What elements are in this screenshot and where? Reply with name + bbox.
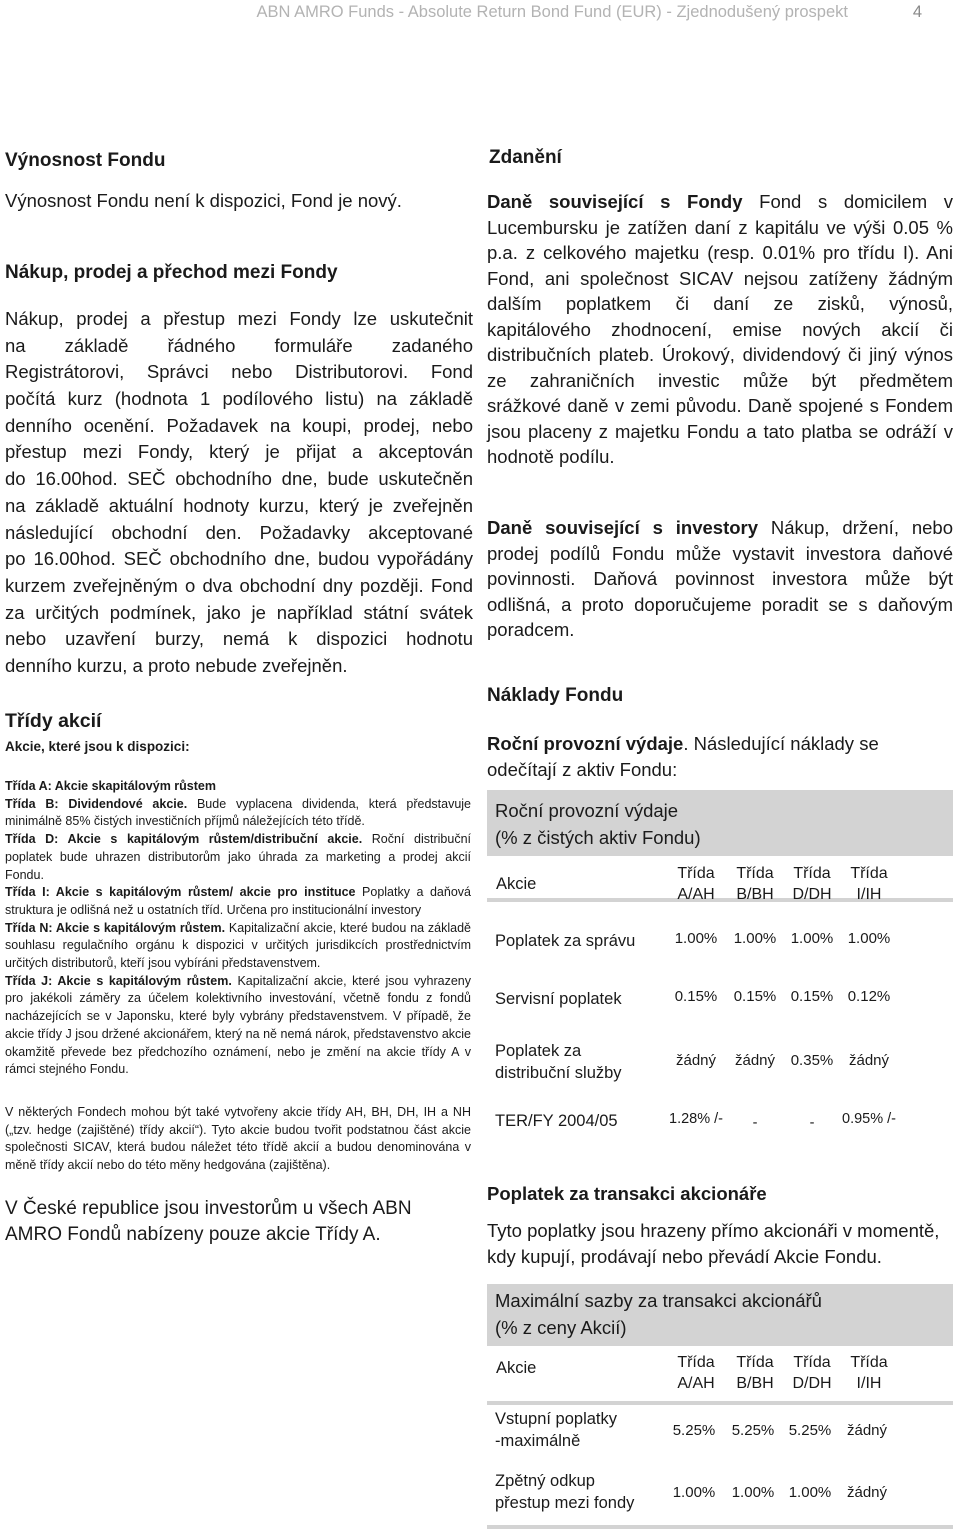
row-label-line: Servisní poplatek xyxy=(495,990,622,1008)
tax-text: ze zahraničních investic může být předmětem xyxy=(487,369,953,391)
tax-text: p.a. z celkového majetku (resp. 0.01% pro třídu I). Ani xyxy=(487,242,953,263)
cell-value: 0.15% xyxy=(733,988,777,1005)
nakup-line: za určitých podmínek, jako je například státní svátek xyxy=(5,601,473,623)
share-class-desc: Bude vyplacena dividenda, která představuje minimálně 85% čistých investičních příjmů náležejících této třídě. xyxy=(5,796,471,829)
ter-value: 0.95% /- xyxy=(842,1111,896,1127)
tax-text: Fond s domicilem v xyxy=(742,191,953,212)
share-class-name: Třída D: Akcie s kapitálovým růstem/distribuční akcie. xyxy=(5,832,363,847)
nakup-line: denního ocenění. Požadavek na koupi, prodej, nebo xyxy=(5,414,473,436)
tax-line xyxy=(487,419,953,445)
tax-line xyxy=(487,215,953,241)
tax-text: Fond, ani společnost SICAV nejsou zatíženy žádným xyxy=(487,267,953,289)
tax-line xyxy=(487,342,953,368)
tax-line xyxy=(487,240,953,266)
costs-intro-bold: Roční provozní výdaje xyxy=(487,733,684,754)
share-classes-list xyxy=(5,778,471,1079)
tax-text: kapitálového zhodnocení, emise nových akcií či xyxy=(487,318,953,340)
akcie-label: Akcie xyxy=(496,1359,537,1377)
share-class-name: Třída N: Akcie s kapitálovým růstem. xyxy=(5,920,226,935)
column-header xyxy=(840,863,898,905)
document-title: ABN AMRO Funds - Absolute Return Bond Fund (EUR) - Zjednodušený prospekt xyxy=(256,3,848,21)
cell-value: žádný xyxy=(846,1422,888,1439)
column-header-line2: I/IH xyxy=(856,886,882,903)
tax-text: srážkové daně v zemi původu. Daně spojené s Fondem xyxy=(487,395,953,416)
share-class-item xyxy=(5,831,471,884)
tax-line xyxy=(487,393,953,419)
tax-line xyxy=(487,541,953,567)
vynosnost-text: Výnosnost Fondu není k dispozici, Fond je nový. xyxy=(5,190,402,211)
tax-line xyxy=(487,444,953,470)
row-label-line: Poplatek za správu xyxy=(495,932,636,950)
section-heading-transakce: Poplatek za transakci akcionáře xyxy=(487,1183,767,1204)
cell-value: 1.00% xyxy=(847,930,891,947)
tax-text: Lucembursku je zatížen daní z kapitálu ve výši 0.05 % xyxy=(487,216,953,238)
tax-line xyxy=(487,592,953,618)
column-header-line2: A/AH xyxy=(677,1375,715,1392)
column-header-line1: Třída xyxy=(736,1354,774,1371)
share-class-desc: Kapitalizační akcie, které jsou vyhrazeny pro jakékoli záměry za účelem kolektivního investování, včetně fondu z fondů nacházejících se v Japonsku, které byly vybrány představenstvem. V případě, že akcie třídy J jsou držené akcionářem, který na ně nemá nárok, představenstvo akcie okamžitě převede bez předchozího oznámení, nebo je změní na akcie třídy A v rámci stejného Fondu. xyxy=(5,973,471,1077)
tax-heading-bold: Daně související s Fondy xyxy=(487,191,743,212)
row-label xyxy=(495,930,635,952)
operating-costs-table xyxy=(487,790,953,1160)
akcie-label: Akcie xyxy=(496,875,537,893)
costs-intro-line1: . Následující náklady se xyxy=(683,733,879,754)
share-class-item xyxy=(5,778,471,796)
column-header xyxy=(667,1352,725,1394)
nakup-line: následující obchodní den. Požadavky akceptované xyxy=(5,521,473,543)
share-class-item xyxy=(5,884,471,919)
nakup-line: počítá kurz (hodnota 1 podílového listu) na základě xyxy=(5,388,473,410)
table-caption-line1: Roční provozní výdaje xyxy=(495,800,679,821)
share-class-name: Třída I: Akcie s kapitálovým růstem/ akcie pro instituce xyxy=(5,885,356,900)
tax-line xyxy=(487,266,953,292)
column-header xyxy=(726,863,784,905)
share-class-desc: Kapitalizační akcie, které budou na základě souhlasu regulačního orgánu k dispozici v určitých jurisdikcích prostřednictvím určitých distributorů, kteří jsou vybíráni představenstvem. xyxy=(5,920,471,971)
section-heading-vynosnost: Výnosnost Fondu xyxy=(5,150,166,171)
tax-text: Nákup, držení, nebo xyxy=(758,517,953,538)
section-heading-nakup: Nákup, prodej a přechod mezi Fondy xyxy=(5,262,338,283)
cell-value: 0.12% xyxy=(847,988,891,1005)
transaction-paragraph xyxy=(487,1218,953,1270)
ter-value: - xyxy=(752,1115,758,1131)
cell-value: žádný xyxy=(675,1052,717,1069)
section-heading-tridy: Třídy akcií xyxy=(5,710,102,732)
share-class-name: Třída B: Dividendové akcie. xyxy=(5,796,188,811)
nakup-line: do 16.00hod. SEČ obchodního dne, bude uskutečněn xyxy=(5,468,473,490)
column-header-line1: Třída xyxy=(677,865,715,882)
share-class-item xyxy=(5,973,471,1079)
transaction-line2: kdy kupují, prodávají nebo převádí Akcie Fondu. xyxy=(487,1246,882,1267)
section-heading-zdaneni: Zdanění xyxy=(489,147,562,168)
transaction-line1: Tyto poplatky jsou hrazeny přímo akcionáři v momentě, xyxy=(487,1220,940,1241)
tax-investors-paragraph xyxy=(487,515,953,643)
nakup-line: po 16.00hod. SEČ obchodního dne, budou vypořádány xyxy=(5,548,473,570)
cell-value: 5.25% xyxy=(672,1422,716,1439)
column-header-line2: B/BH xyxy=(736,1375,774,1392)
share-class-desc: Roční distribuční poplatek bude uhrazen distributorům jako úhrada za marketing a prodej akcií Fondu. xyxy=(5,832,471,882)
tax-line xyxy=(487,317,953,343)
column-header xyxy=(667,863,725,905)
table-caption-line1: Maximální sazby za transakci akcionářů xyxy=(495,1290,822,1311)
nakup-line: denního kurzu, a proto nebude zveřejněn. xyxy=(5,654,348,676)
tax-text: hodnotě podílu. xyxy=(487,446,615,467)
row-label xyxy=(495,1408,617,1452)
cell-value: 1.00% xyxy=(733,930,777,947)
tax-line xyxy=(487,189,953,215)
tax-text: distribučních plateb. Úrokový, dividendový či jiný výnos xyxy=(487,344,953,365)
column-header-line2: D/DH xyxy=(792,1375,832,1392)
nakup-line: na základě aktuální hodnoty kurzu, který je zveřejněn xyxy=(5,494,473,516)
ter-value: - xyxy=(809,1115,815,1131)
tax-line xyxy=(487,291,953,317)
column-header xyxy=(840,1352,898,1394)
nakup-paragraph xyxy=(5,306,473,680)
row-label-line: Poplatek za xyxy=(495,1042,582,1060)
share-class-item xyxy=(5,920,471,973)
share-class-item xyxy=(5,796,471,831)
column-header xyxy=(726,1352,784,1394)
cell-value: 0.15% xyxy=(790,988,834,1005)
tax-text: poradcem. xyxy=(487,619,575,640)
costs-intro xyxy=(487,731,953,783)
section-heading-naklady: Náklady Fondu xyxy=(487,685,624,706)
page-number: 4 xyxy=(912,3,922,21)
transaction-fees-table xyxy=(487,1284,953,1529)
cell-value: 1.00% xyxy=(674,930,718,947)
column-header xyxy=(783,863,841,905)
column-header-line1: Třída xyxy=(677,1354,715,1371)
cell-value: 0.15% xyxy=(674,988,718,1005)
cell-value: 1.00% xyxy=(788,1484,832,1501)
cell-value: 0.35% xyxy=(790,1052,834,1069)
cell-value: žádný xyxy=(846,1484,888,1501)
column-header-line2: A/AH xyxy=(677,886,715,903)
nakup-line: přestup mezi Fondy, který je přijat a akceptován xyxy=(5,441,473,463)
tax-line xyxy=(487,515,953,541)
column-header xyxy=(783,1352,841,1394)
cell-value: 1.00% xyxy=(790,930,834,947)
tax-text: odlišná, a proto doporučujeme poradit se s daňovým xyxy=(487,593,953,615)
tax-text: prodej podílů Fondu může vystavit investora daňové xyxy=(487,542,953,564)
hedge-note: V některých Fondech mohou být také vytvořeny akcie třídy AH, BH, DH, IH a NH („tzv. hedge (zajištěné) třídy akcií“). Tyto akcie budou tvořit podstatnou část akcie společnosti SICAV, která budou náležet této třídě akcií a budou denominována v měně třídy akcií nebo do této měny hedgována (zajištěna). xyxy=(5,1105,471,1173)
nakup-line: Registrátorovi, Správci nebo Distributorovi. Fond xyxy=(5,361,473,383)
share-class-name: Třída J: Akcie s kapitálovým růstem. xyxy=(5,973,232,988)
column-header-line1: Třída xyxy=(850,1354,888,1371)
tax-line xyxy=(487,617,953,643)
cell-value: žádný xyxy=(848,1052,890,1069)
cell-value: žádný xyxy=(734,1052,776,1069)
nakup-line: Nákup, prodej a přestup mezi Fondy lze uskutečnit xyxy=(5,308,473,329)
tax-line xyxy=(487,566,953,592)
nakup-line: na základě řádného formuláře zadaného xyxy=(5,334,473,356)
tax-text: dalším poplatkem či daní ze zisků, výnosů, xyxy=(487,293,953,314)
cell-value: 5.25% xyxy=(731,1422,775,1439)
cell-value: 1.00% xyxy=(731,1484,775,1501)
cell-value: 5.25% xyxy=(788,1422,832,1439)
column-header-line1: Třída xyxy=(736,865,774,882)
row-label-line: Zpětný odkup xyxy=(495,1472,595,1490)
row-label-line: přestup mezi fondy xyxy=(495,1494,635,1512)
column-header-line1: Třída xyxy=(793,865,831,882)
tax-text: jsou placeny z majetku Fondu a tato platba se odráží v xyxy=(487,420,953,442)
tax-text: povinnosti. Daňová povinnost investora může být xyxy=(487,568,953,589)
ter-label: TER/FY 2004/05 xyxy=(495,1112,618,1130)
table-caption-line2: (% z čistých aktiv Fondu) xyxy=(495,827,701,848)
cell-value: 1.00% xyxy=(672,1484,716,1501)
column-header-line1: Třída xyxy=(793,1354,831,1371)
ter-value: 1.28% /- xyxy=(669,1111,723,1127)
column-header-line2: B/BH xyxy=(736,886,774,903)
tridy-subheading: Akcie, které jsou k dispozici: xyxy=(5,739,190,754)
row-label xyxy=(495,1470,634,1514)
column-header-line2: I/IH xyxy=(856,1375,882,1392)
row-label-line: -maximálně xyxy=(495,1432,581,1450)
costs-intro-line2: odečítají z aktiv Fondu: xyxy=(487,759,678,780)
share-class-name: Třída A: Akcie skapitálovým růstem xyxy=(5,779,216,793)
tax-funds-paragraph xyxy=(487,189,953,470)
row-label xyxy=(495,988,622,1010)
column-header-line2: D/DH xyxy=(792,886,832,903)
table-caption-line2: (% z ceny Akcií) xyxy=(495,1317,627,1338)
nakup-line: kurzem zveřejněným o dva obchodní dny později. Fond xyxy=(5,574,473,596)
page-header xyxy=(0,0,960,22)
tax-heading-bold: Daně související s investory xyxy=(487,517,759,538)
czech-note: V České republice jsou investorům u všech ABN AMRO Fondů nabízeny pouze akcie Třídy A. xyxy=(5,1198,412,1245)
row-label-line: Vstupní poplatky xyxy=(495,1410,617,1428)
tax-line xyxy=(487,368,953,394)
share-class-desc: Poplatky a daňová struktura je odlišná než u ostatních tříd. Určena pro institucionální investory xyxy=(5,885,471,917)
nakup-line: nebo uzavření burzy, nemá k dispozici hodnotu xyxy=(5,628,473,650)
column-header-line1: Třída xyxy=(850,865,888,882)
row-label xyxy=(495,1040,622,1084)
row-label-line: distribuční služby xyxy=(495,1064,622,1082)
